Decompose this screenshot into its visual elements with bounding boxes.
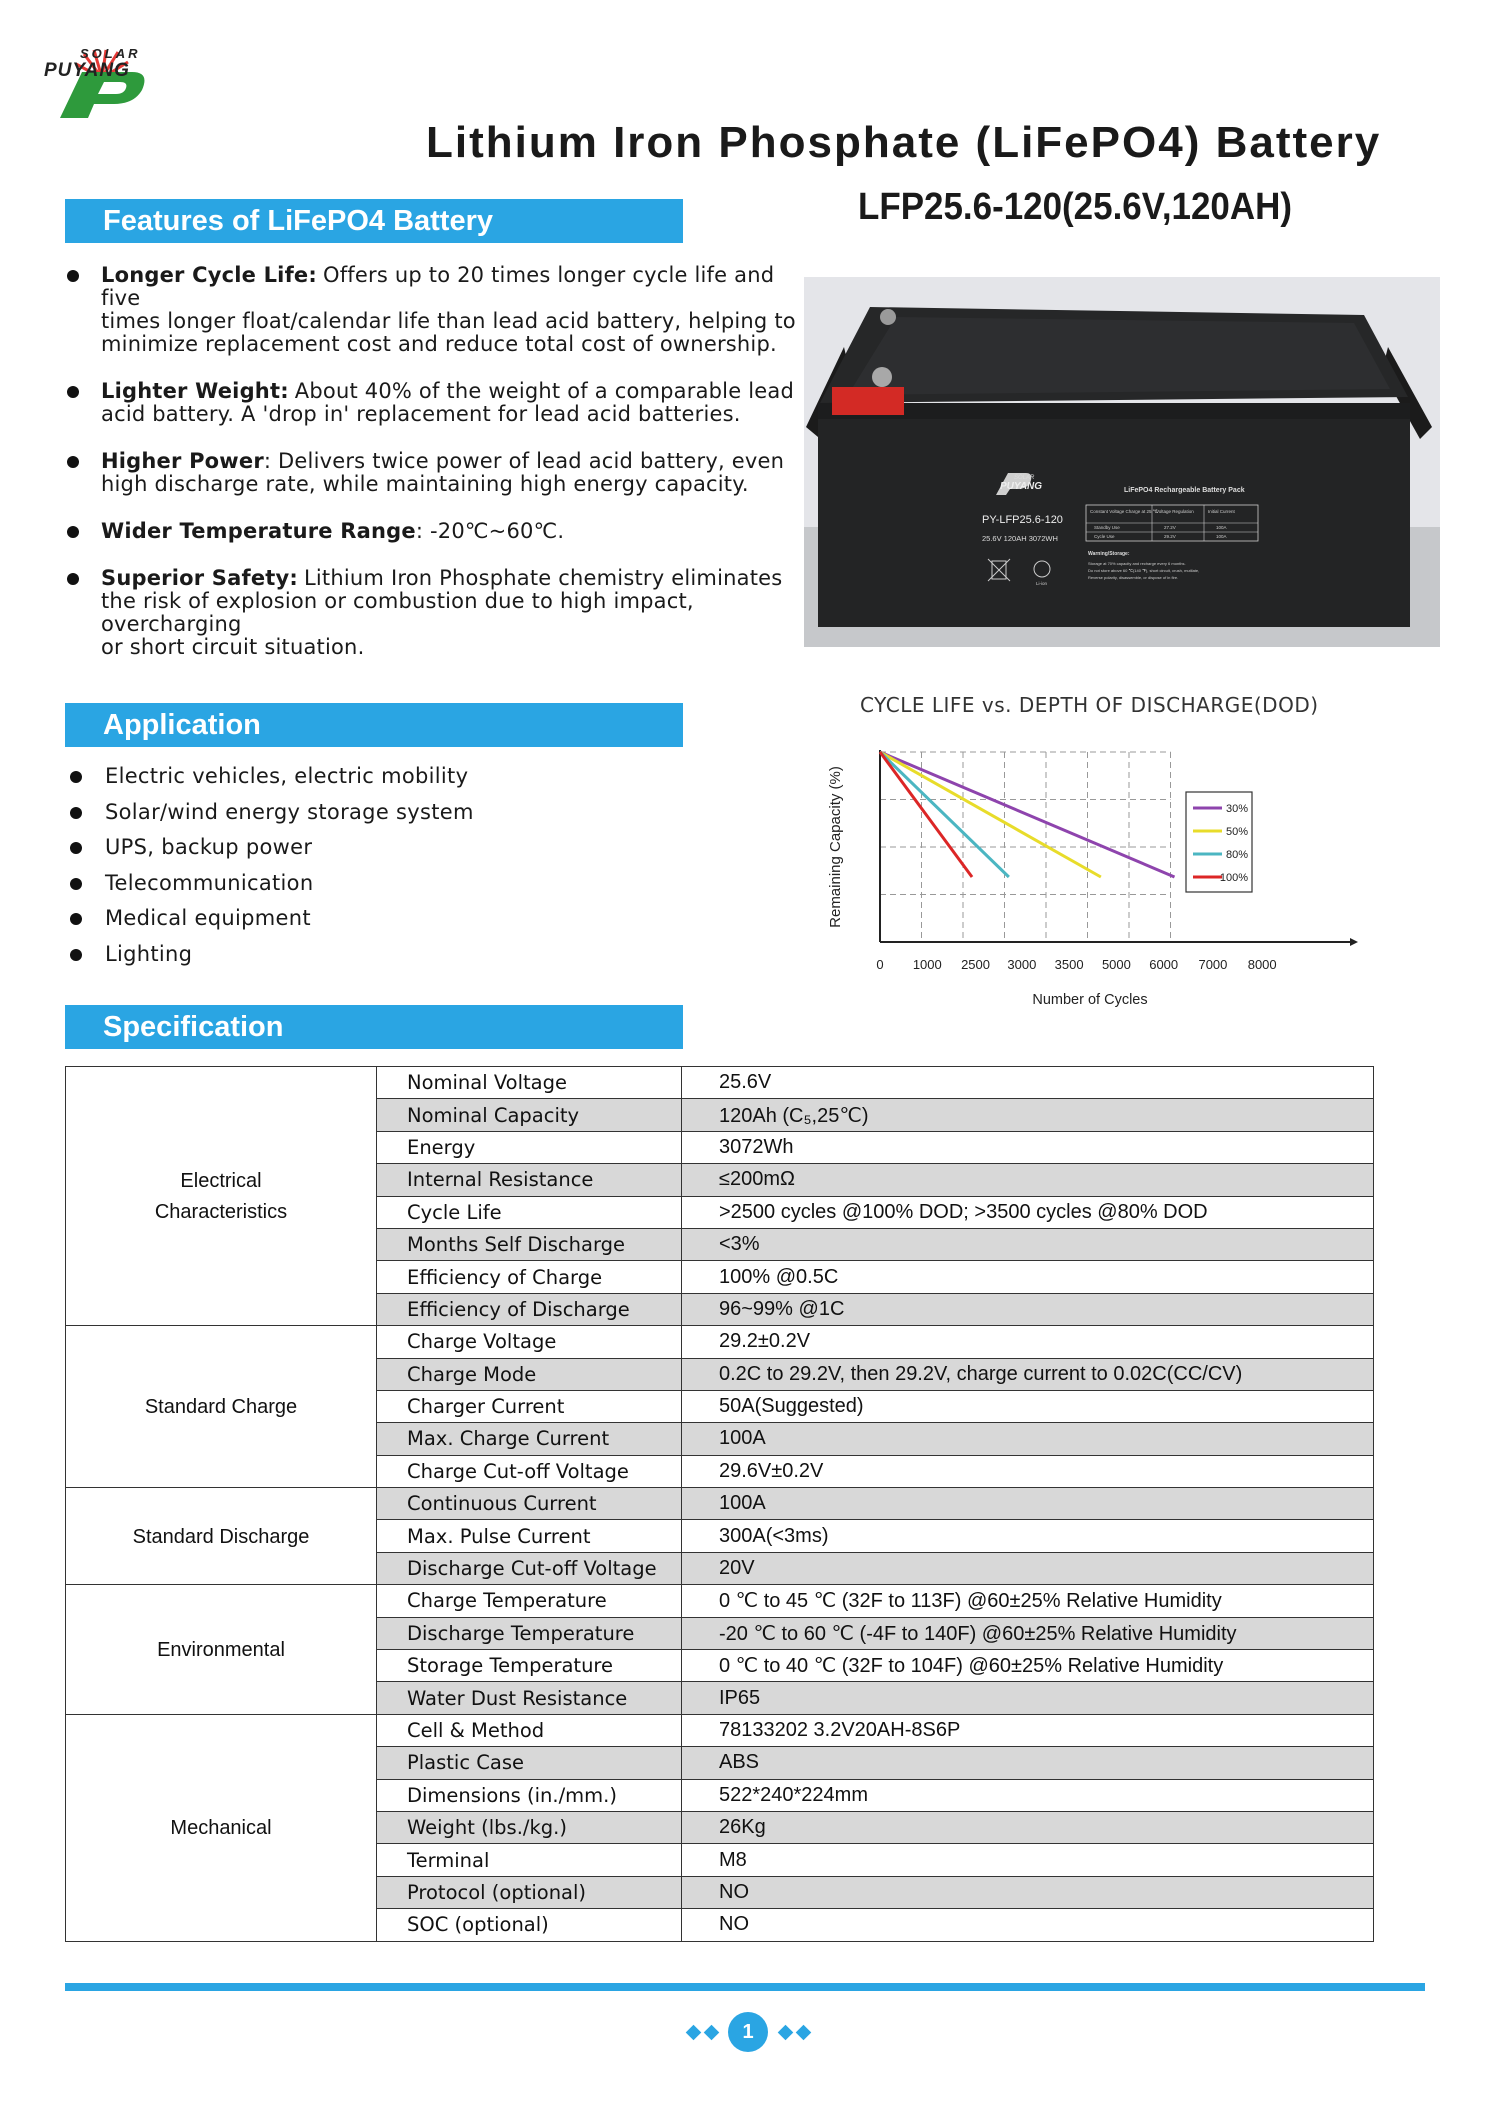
spec-value: 0.2C to 29.2V, then 29.2V, charge current to 0.02C(CC/CV) [682, 1358, 1374, 1390]
spec-parameter: Charge Temperature [377, 1585, 682, 1617]
spec-parameter: Months Self Discharge [377, 1228, 682, 1260]
spec-group-label [66, 1326, 377, 1488]
x-tick-label: 7000 [1198, 957, 1228, 972]
feature-label: Longer Cycle Life: [101, 263, 317, 287]
table-row [66, 1585, 1374, 1617]
x-tick-label: 1000 [912, 957, 942, 972]
photo-td-2-3: 100A [1216, 534, 1227, 539]
feature-item [65, 520, 805, 543]
logo-solar-text: SOLAR [80, 46, 141, 61]
spec-parameter: Efficiency of Charge [377, 1261, 682, 1293]
x-tick-label: 3500 [1054, 957, 1084, 972]
spec-value: 120Ah (C₅,25℃) [682, 1099, 1374, 1131]
x-tick-label: 0 [876, 957, 884, 972]
spec-group-text: Standard Charge [144, 1396, 298, 1419]
spec-parameter: Charge Voltage [377, 1326, 682, 1358]
x-tick-label: 8000 [1247, 957, 1277, 972]
x-tick-label: 5000 [1101, 957, 1131, 972]
battery-photo [804, 277, 1440, 647]
feature-text: times longer float/calendar life than lead acid battery, helping to [101, 309, 796, 333]
features-list [65, 264, 805, 683]
diamond-icon [704, 2025, 720, 2041]
bullet-icon [70, 878, 82, 890]
section-header-features: Features of LiFePO4 Battery [65, 199, 683, 243]
application-item [65, 871, 474, 907]
photo-warning-2: Do not store above 60 ℃(140 ℉), short circuit, crush, mutilate, [1088, 568, 1200, 573]
feature-text: Offers up to 20 times longer cycle life and five [101, 263, 775, 310]
spec-parameter: Terminal [377, 1844, 682, 1876]
photo-warning-title: Warning/Storage: [1088, 551, 1130, 557]
feature-item [65, 264, 805, 356]
application-label: Lighting [105, 941, 193, 966]
application-label: Medical equipment [105, 906, 311, 930]
spec-value: 3072Wh [682, 1131, 1374, 1163]
x-axis-arrow-icon [1350, 938, 1358, 946]
bullet-icon [67, 456, 79, 468]
table-row [66, 1714, 1374, 1746]
spec-value: -20 ℃ to 60 ℃ (-4F to 140F) @60±25% Relative Humidity [682, 1617, 1374, 1649]
photo-td-1-1: Standby Use [1094, 525, 1120, 530]
bullet-icon [67, 386, 79, 398]
spec-group-text: Standard Discharge [132, 1525, 310, 1548]
spec-value: 50A(Suggested) [682, 1390, 1374, 1422]
spec-value: ABS [682, 1747, 1374, 1779]
spec-parameter: Discharge Cut-off Voltage [377, 1552, 682, 1584]
spec-value: 0 ℃ to 45 ℃ (32F to 113F) @60±25% Relative Humidity [682, 1585, 1374, 1617]
spec-parameter: Charge Cut-off Voltage [377, 1455, 682, 1487]
x-tick-label: 2500 [961, 957, 991, 972]
feature-text: the risk of explosion or combustion due to high impact, overcharging [101, 589, 694, 636]
bullet-icon [70, 842, 82, 854]
spec-value: NO [682, 1909, 1374, 1941]
spec-value: 20V [682, 1552, 1374, 1584]
spec-group-label [66, 1488, 377, 1585]
spec-parameter: Protocol (optional) [377, 1876, 682, 1908]
legend-label: 80% [1225, 849, 1248, 861]
table-row [66, 1488, 1374, 1520]
spec-group-text: Characteristics [154, 1201, 288, 1224]
footer-rule [65, 1983, 1425, 1991]
table-row [66, 1326, 1374, 1358]
bullet-icon [67, 526, 79, 538]
photo-th-3: Initial Current [1208, 509, 1235, 514]
diamond-icon [686, 2025, 702, 2041]
application-label: Electric vehicles, electric mobility [105, 764, 469, 788]
photo-brand-solar: SOLAR [1014, 475, 1035, 481]
application-item [65, 942, 474, 978]
spec-parameter: Continuous Current [377, 1488, 682, 1520]
photo-pack-title: LiFePO4 Rechargeable Battery Pack [1124, 487, 1245, 494]
application-item [65, 764, 474, 800]
application-list [65, 764, 474, 977]
table-row [66, 1067, 1374, 1099]
feature-text: Lithium Iron Phosphate chemistry eliminates [304, 566, 783, 590]
photo-th-2: Voltage Regulation [1156, 509, 1194, 514]
spec-parameter: Nominal Capacity [377, 1099, 682, 1131]
x-axis-label: Number of Cycles [1032, 992, 1148, 1008]
model-title: LFP25.6-120(25.6V,120AH) [858, 186, 1293, 228]
spec-value: ≤200mΩ [682, 1164, 1374, 1196]
spec-group-text: Mechanical [170, 1817, 272, 1840]
bullet-icon [70, 913, 82, 925]
page-number-badge [680, 2010, 820, 2054]
feature-item [65, 567, 805, 659]
spec-value: 29.2±0.2V [682, 1326, 1374, 1358]
y-axis-label: Remaining Capacity (%) [827, 766, 844, 928]
feature-label: Wider Temperature Range [101, 519, 416, 543]
application-label: Telecommunication [105, 870, 314, 895]
application-item [65, 835, 474, 871]
feature-label: Higher Power [101, 449, 264, 473]
spec-value: IP65 [682, 1682, 1374, 1714]
feature-text: minimize replacement cost and reduce total cost of ownership. [101, 332, 777, 356]
chart-title: CYCLE LIFE vs. DEPTH OF DISCHARGE(DOD) [860, 693, 1319, 717]
legend-label: 50% [1225, 826, 1248, 838]
feature-label: Lighter Weight: [101, 379, 289, 403]
cycle-life-chart [820, 745, 1360, 1055]
logo-brand-text: PUYANG [44, 60, 130, 81]
bullet-icon [70, 771, 82, 783]
feature-text: high discharge rate, while maintaining high energy capacity. [101, 472, 749, 496]
page-number: 1 [728, 2012, 768, 2052]
photo-model: PY-LFP25.6-120 [982, 514, 1063, 526]
spec-group-text: Environmental [157, 1639, 285, 1662]
application-item [65, 800, 474, 836]
spec-parameter: Discharge Temperature [377, 1617, 682, 1649]
spec-parameter: Dimensions (in./mm.) [377, 1779, 682, 1811]
spec-parameter: Weight (lbs./kg.) [377, 1811, 682, 1843]
section-header-application: Application [65, 703, 683, 747]
spec-parameter: Charge Mode [377, 1358, 682, 1390]
spec-value: NO [682, 1876, 1374, 1908]
bullet-icon [70, 949, 82, 961]
diamond-icon [778, 2025, 794, 2041]
feature-text: or short circuit situation. [101, 635, 365, 659]
spec-value: 96~99% @1C [682, 1293, 1374, 1325]
spec-group-label [66, 1585, 377, 1715]
spec-value: 522*240*224mm [682, 1779, 1374, 1811]
spec-value: M8 [682, 1844, 1374, 1876]
feature-item [65, 450, 805, 496]
spec-group-text: Electrical [180, 1170, 262, 1193]
spec-parameter: Efficiency of Discharge [377, 1293, 682, 1325]
spec-value: 300A(<3ms) [682, 1520, 1374, 1552]
photo-warning-3: Reverse polarity, disassemble, or dispose of in fire. [1088, 575, 1179, 580]
feature-text: : -20℃~60℃. [415, 519, 565, 543]
legend-label: 100% [1219, 872, 1248, 884]
spec-value: 26Kg [682, 1811, 1374, 1843]
photo-icon-label: Li-ion [1036, 581, 1048, 586]
spec-value: >2500 cycles @100% DOD; >3500 cycles @80% DOD [682, 1196, 1374, 1228]
spec-parameter: Water Dust Resistance [377, 1682, 682, 1714]
photo-th-1: Constant Voltage Charge at 25 ℃ [1090, 509, 1158, 514]
spec-parameter: Cell & Method [377, 1714, 682, 1746]
spec-parameter: Nominal Voltage [377, 1067, 682, 1099]
document-title: Lithium Iron Phosphate (LiFePO4) Battery [426, 118, 1382, 167]
spec-parameter: Storage Temperature [377, 1650, 682, 1682]
spec-value: 29.6V±0.2V [682, 1455, 1374, 1487]
feature-label: Superior Safety: [101, 566, 298, 590]
diamond-icon [796, 2025, 812, 2041]
feature-item [65, 380, 805, 426]
x-tick-label: 3000 [1007, 957, 1037, 972]
bullet-icon [70, 807, 82, 819]
bullet-icon [67, 573, 79, 585]
spec-value: 0 ℃ to 40 ℃ (32F to 104F) @60±25% Relative Humidity [682, 1650, 1374, 1682]
legend-label: 30% [1225, 803, 1248, 815]
spec-value: 100A [682, 1488, 1374, 1520]
bullet-icon [67, 270, 79, 282]
photo-td-2-1: Cycle Use [1094, 534, 1115, 539]
spec-value: 25.6V [682, 1067, 1374, 1099]
spec-parameter: Charger Current [377, 1390, 682, 1422]
application-label: Solar/wind energy storage system [105, 799, 474, 824]
application-label: UPS, backup power [105, 835, 313, 859]
spec-value: 78133202 3.2V20AH-8S6P [682, 1714, 1374, 1746]
photo-spec: 25.6V 120AH 3072WH [982, 534, 1058, 543]
specification-table [65, 1066, 1374, 1942]
spec-parameter: Cycle Life [377, 1196, 682, 1228]
spec-value: <3% [682, 1228, 1374, 1260]
x-tick-label: 6000 [1149, 957, 1179, 972]
photo-td-1-3: 100A [1216, 525, 1227, 530]
photo-warning-1: Storage at 70% capacity and recharge every 6 months. [1088, 561, 1186, 566]
section-header-specification: Specification [65, 1005, 683, 1049]
spec-group-label [66, 1067, 377, 1326]
application-item [65, 906, 474, 942]
photo-td-2-2: 29.2V [1164, 534, 1176, 539]
feature-text: acid battery. A 'drop in' replacement for lead acid batteries. [101, 402, 741, 426]
spec-group-label [66, 1714, 377, 1941]
spec-parameter: Plastic Case [377, 1747, 682, 1779]
spec-parameter: Max. Charge Current [377, 1423, 682, 1455]
spec-value: 100% @0.5C [682, 1261, 1374, 1293]
feature-text: About 40% of the weight of a comparable lead [294, 379, 794, 403]
spec-parameter: Max. Pulse Current [377, 1520, 682, 1552]
spec-parameter: Internal Resistance [377, 1164, 682, 1196]
photo-brand: PUYANG [1000, 481, 1043, 492]
spec-parameter: Energy [377, 1131, 682, 1163]
spec-parameter: SOC (optional) [377, 1909, 682, 1941]
feature-text: : Delivers twice power of lead acid battery, even [263, 449, 785, 473]
photo-td-1-2: 27.2V [1164, 525, 1176, 530]
spec-value: 100A [682, 1423, 1374, 1455]
